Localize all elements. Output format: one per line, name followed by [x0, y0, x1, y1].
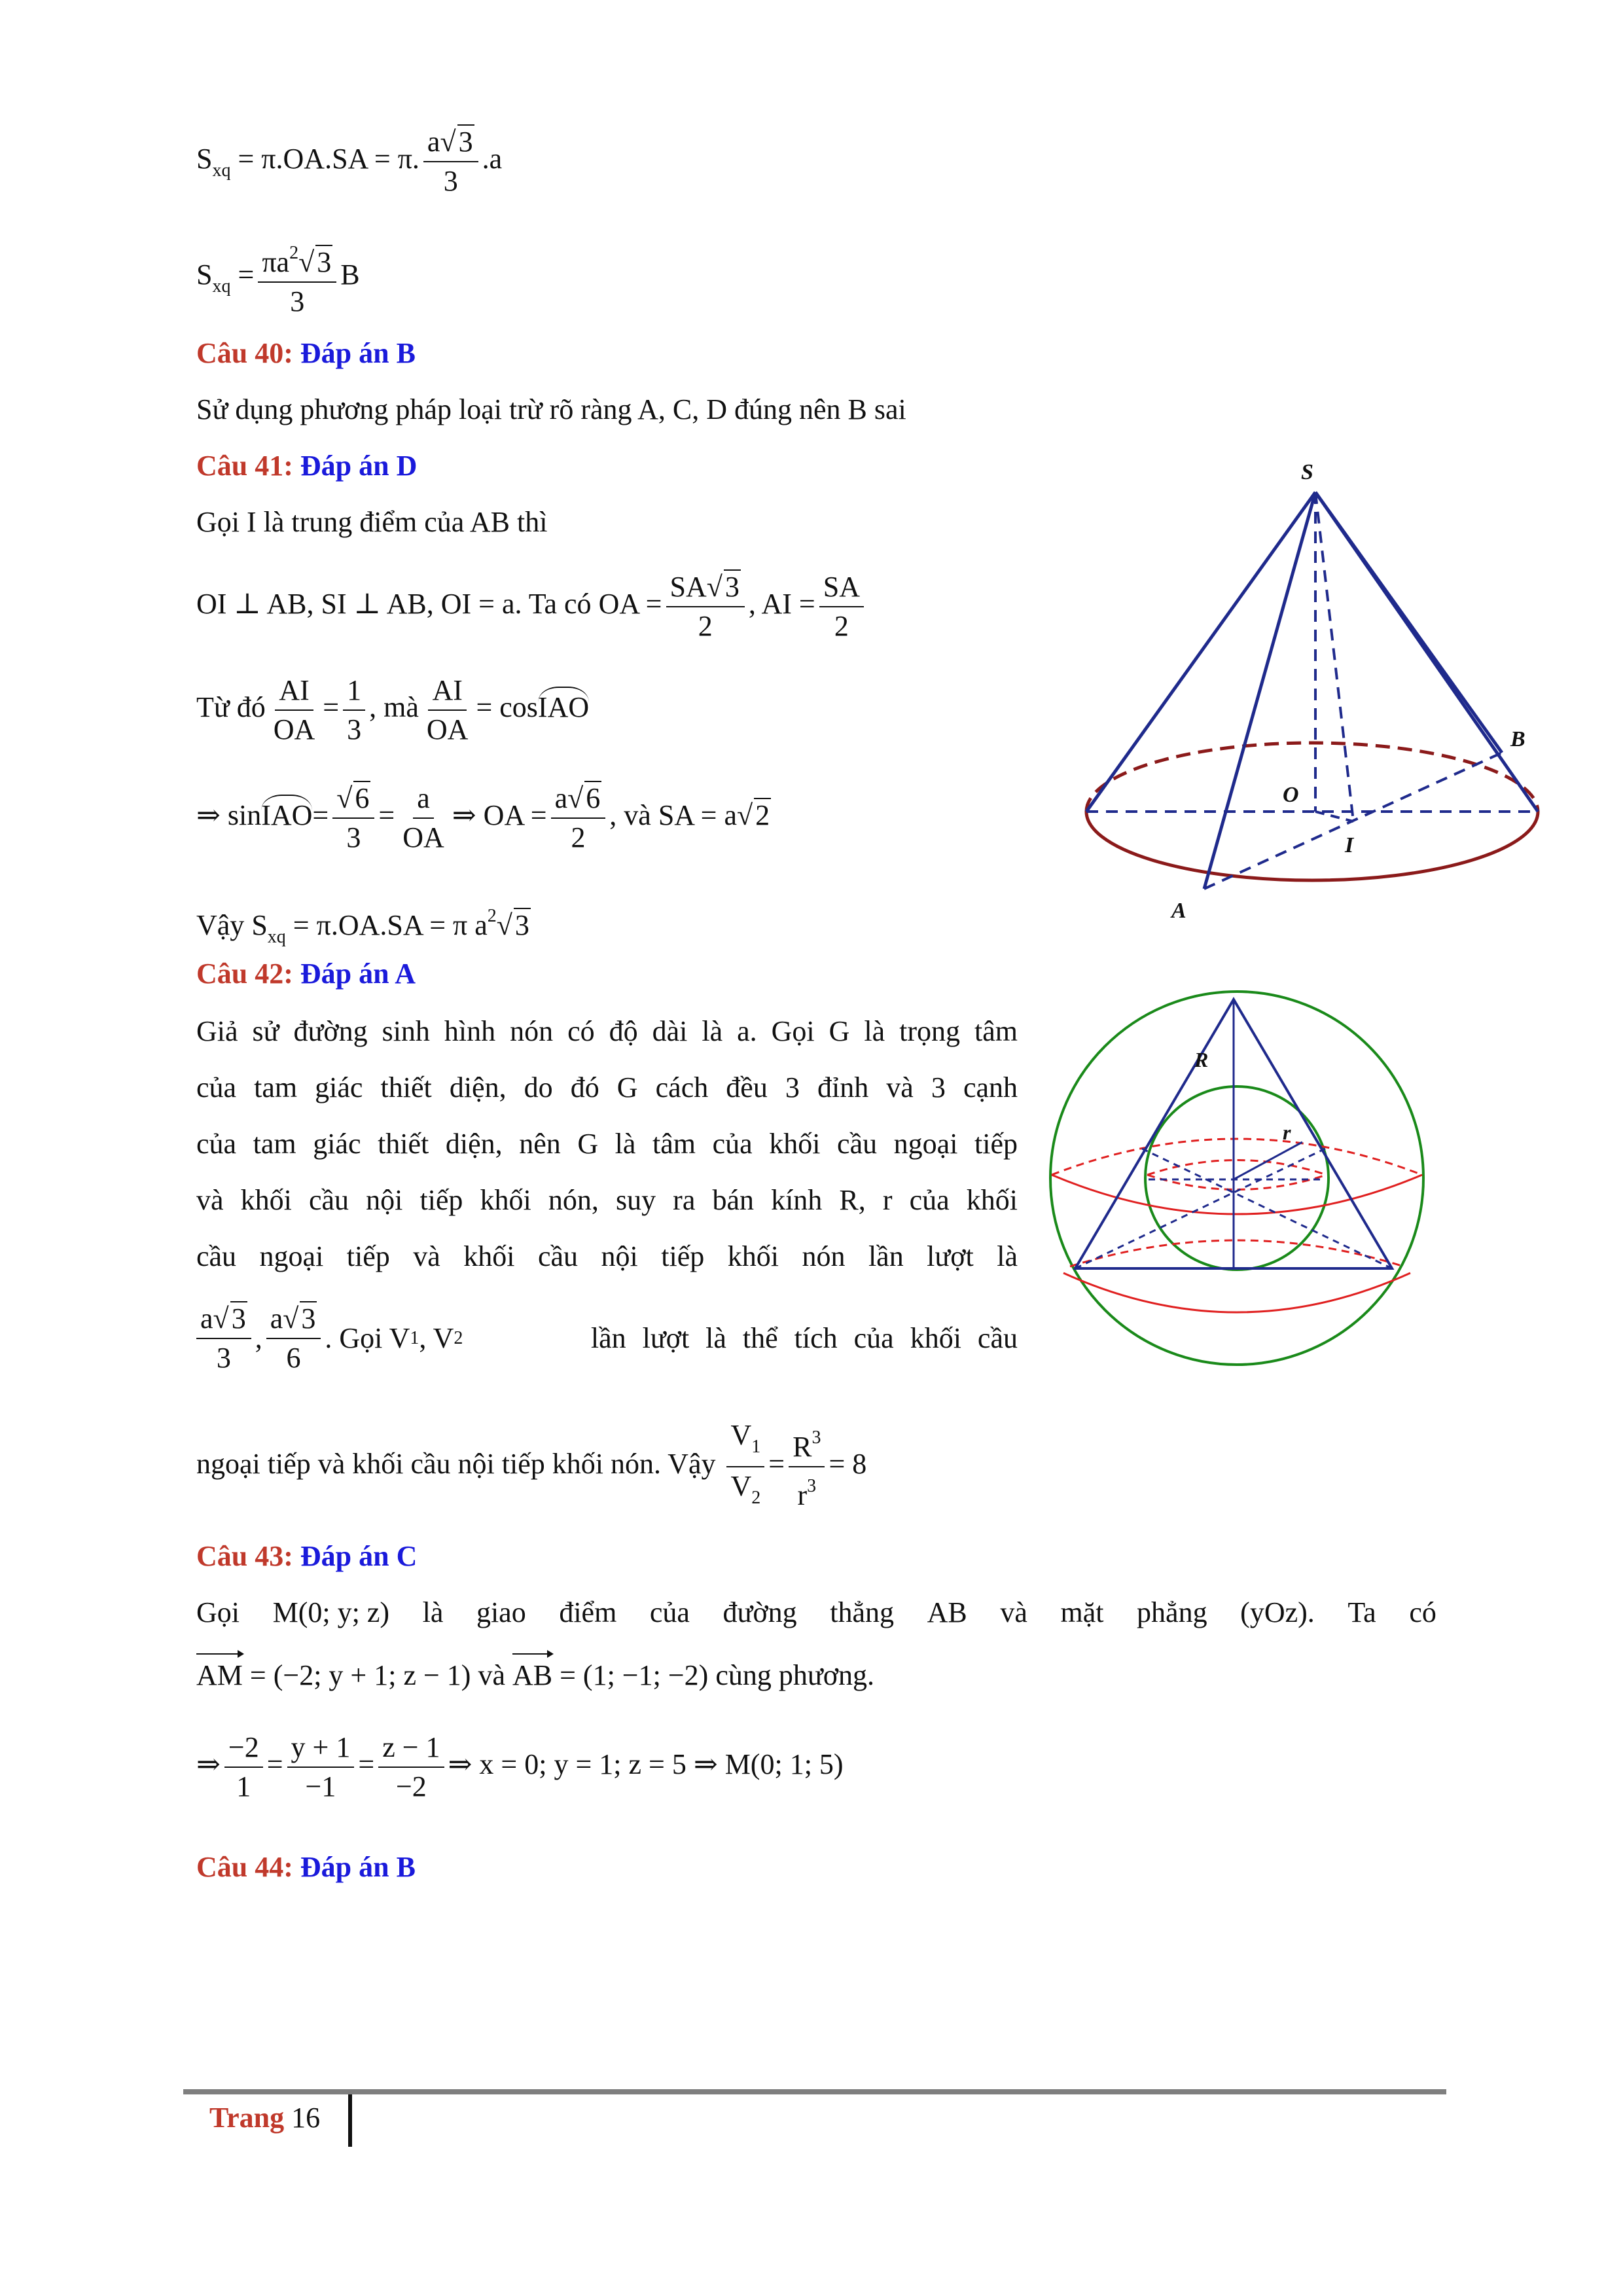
sqrt-radicand: 6 [355, 782, 370, 814]
label-S: S [1301, 460, 1313, 484]
math-text: = 8 [829, 1448, 867, 1480]
angle-text: IAO [538, 687, 589, 726]
label-R: R [1194, 1048, 1209, 1071]
radius-fractions [196, 1302, 463, 1374]
fraction [551, 782, 606, 854]
word: (yOz). [1240, 1596, 1315, 1628]
word: mặt [1060, 1596, 1104, 1628]
cone-figure [1073, 452, 1558, 923]
sqrt-radicand: 6 [586, 782, 601, 814]
subscript: 1 [751, 1437, 761, 1457]
subscript: 2 [751, 1488, 761, 1508]
fraction-denominator: OA [402, 821, 444, 853]
fraction-denominator: 6 [286, 1342, 301, 1374]
answer-label: Đáp án D [300, 450, 418, 482]
label-O: O [1283, 783, 1299, 807]
base-arc-front [1063, 1273, 1410, 1312]
inner-equator-back [1147, 1160, 1327, 1175]
exponent: 3 [812, 1427, 821, 1448]
math-text: ⇒ [196, 1748, 221, 1781]
math-text: = cos [476, 691, 538, 724]
q42-paragraph [196, 1003, 1018, 1285]
paragraph-line: của tam giác thiết diện, do đó G cách đều 3 đỉnh và 3 cạnh [196, 1071, 1018, 1103]
fraction-numerator: 1 [343, 674, 365, 711]
label-r: r [1283, 1121, 1291, 1144]
text: , mà [369, 691, 419, 724]
text: và [478, 1659, 505, 1691]
q43-line1 [196, 1594, 1436, 1631]
fraction-denominator: −1 [305, 1770, 336, 1803]
word: và [1000, 1596, 1027, 1628]
question-label: Câu 41: [196, 450, 293, 482]
label-I: I [1345, 833, 1354, 857]
fraction-denominator: OA [426, 713, 469, 745]
math-text: ⇒ x = 0; y = 1; z = 5 ⇒ M(0; 1; 5) [448, 1748, 844, 1781]
footer-divider [183, 2089, 1446, 2094]
word: của [649, 1596, 690, 1628]
sqrt-radicand: 3 [231, 1302, 246, 1335]
exponent: 2 [289, 243, 299, 263]
math-text: = [312, 799, 329, 832]
fraction-denominator: 3 [216, 1342, 231, 1374]
vector-AB: AB [512, 1651, 552, 1694]
sqrt-radicand: 3 [724, 571, 740, 603]
fraction-numerator: SA [819, 571, 864, 607]
math-text: OA = [598, 588, 662, 620]
fraction-numerator: a [554, 782, 568, 814]
sqrt-radicand: 3 [514, 909, 529, 941]
formula-text: .a [482, 143, 503, 175]
math-text: SA = a [658, 799, 737, 832]
segment-SB [1315, 492, 1502, 753]
fraction [423, 126, 478, 198]
math-text: = [358, 1748, 375, 1781]
paragraph-line: Giả sử đường sinh hình nón có độ dài là a. Gọi G là trọng tâm [196, 1015, 1018, 1047]
question-label: Câu 43: [196, 1540, 293, 1572]
page-number [209, 2100, 320, 2136]
formula-text: = π.OA.SA = π. [238, 143, 419, 175]
q41-line4 [196, 782, 771, 854]
question-heading-42 [196, 956, 416, 992]
fraction-numerator: R [793, 1431, 812, 1463]
paragraph-line: cầu ngoại tiếp và khối cầu nội tiếp khối nón lần lượt là [196, 1240, 1018, 1272]
fraction-denominator: OA [273, 713, 315, 745]
fraction-denominator: −2 [395, 1770, 427, 1803]
math-text: = (−2; y + 1; z − 1) [249, 1659, 471, 1691]
fraction-denominator: 3 [290, 285, 305, 317]
question-label: Câu 42: [196, 958, 293, 990]
fraction [332, 782, 374, 854]
word: M(0; y; z) [272, 1596, 389, 1628]
page-label: Trang [209, 2102, 285, 2134]
page-value: 16 [291, 2102, 321, 2134]
question-label: Câu 44: [196, 1851, 293, 1883]
word: phẳng [1137, 1596, 1207, 1628]
math-text: = [266, 1748, 283, 1781]
word: thẳng [830, 1596, 895, 1628]
fraction-denominator: 1 [236, 1770, 251, 1803]
answer-label: Đáp án A [300, 958, 416, 990]
fraction [343, 674, 365, 746]
segment-SI [1315, 492, 1353, 821]
fraction [423, 674, 473, 746]
q40-text: Sử dụng phương pháp loại trừ rõ ràng A, C, D đúng nên B sai [196, 393, 906, 425]
sphere-section-figure [1044, 985, 1430, 1371]
fraction-numerator: a [200, 1302, 213, 1335]
fraction-numerator: SA [669, 571, 707, 603]
fraction-numerator: πa [262, 246, 290, 278]
q41-line5 [196, 898, 531, 956]
formula-symbol: S [196, 259, 213, 291]
math-text: = [768, 1448, 785, 1480]
word: giao [476, 1596, 526, 1628]
fraction-numerator: −2 [224, 1731, 263, 1768]
fraction-denominator: 3 [443, 165, 458, 197]
word: điểm [559, 1596, 617, 1628]
text: . Ta có [514, 588, 592, 620]
fraction-numerator: a [270, 1302, 283, 1335]
text: Từ đó [196, 691, 266, 724]
vector-AM: AM [196, 1651, 243, 1694]
subscript: 2 [454, 1328, 463, 1348]
text: , V [419, 1322, 454, 1354]
formula-text: = [238, 259, 255, 291]
formula-subscript: xq [212, 276, 231, 297]
label-B: B [1510, 727, 1525, 751]
paragraph-line: của tam giác thiết diện, nên G là tâm của khối cầu ngoại tiếp [196, 1128, 1018, 1160]
median-left [1075, 1149, 1325, 1268]
footer-vertical-bar [348, 2094, 352, 2147]
sqrt-radicand: 3 [458, 126, 473, 158]
q43-line3 [196, 1731, 844, 1803]
fraction [666, 571, 745, 643]
segment-OI [1315, 812, 1353, 821]
q41-line2 [196, 571, 868, 643]
text: lần lượt là thể tích của khối cầu [590, 1322, 1018, 1354]
q43-line2 [196, 1651, 874, 1694]
fraction [196, 1302, 251, 1374]
fraction [270, 674, 319, 746]
text: , và [609, 799, 651, 832]
word: Gọi [196, 1596, 240, 1628]
fraction [258, 237, 336, 318]
angle-text: IAO [261, 795, 312, 834]
fraction-numerator: AI [428, 674, 466, 711]
word: là [422, 1596, 444, 1628]
word: AB [927, 1596, 967, 1628]
answer-label: Đáp án B [300, 1851, 416, 1883]
formula-text: B [340, 259, 360, 291]
math-text: OI ⊥ AB, SI ⊥ AB, OI = a [196, 588, 515, 620]
q41-line3 [196, 674, 589, 746]
fraction [266, 1302, 321, 1374]
fraction-numerator: a [413, 782, 434, 819]
fraction [789, 1422, 825, 1512]
answer-label: Đáp án C [300, 1540, 418, 1572]
fraction-numerator: z − 1 [378, 1731, 444, 1768]
sqrt-radicand: 2 [755, 799, 770, 832]
segment-SA [1204, 492, 1315, 889]
math-text: = [323, 691, 340, 724]
answer-label: Đáp án B [300, 337, 416, 369]
fraction-denominator: r [797, 1479, 808, 1511]
paragraph-line: và khối cầu nội tiếp khối nón, suy ra bán kính R, r của khối [196, 1184, 1018, 1216]
math-text: , AI = [748, 588, 815, 620]
fraction-denominator: 2 [834, 610, 849, 642]
formula-subscript: xq [212, 160, 231, 181]
subscript: 1 [410, 1328, 419, 1348]
fraction [819, 571, 864, 643]
exponent: 2 [487, 906, 497, 926]
sqrt-radicand: 3 [301, 1302, 316, 1335]
text: ngoại tiếp và khối cầu nội tiếp khối nón. Vậy [196, 1448, 716, 1480]
fraction-denominator: 3 [347, 713, 362, 745]
fraction [378, 1731, 444, 1803]
base-ellipse-front [1086, 812, 1538, 880]
base-arc-back [1070, 1240, 1404, 1266]
question-heading-41 [196, 448, 417, 484]
outer-equator-back [1052, 1139, 1422, 1175]
question-heading-44 [196, 1849, 416, 1886]
math-text: ⇒ sin [196, 799, 262, 832]
formula-sxq-1 [196, 126, 502, 198]
text: cùng phương. [715, 1659, 874, 1691]
q41-line1: Gọi I là trung điểm của AB thì [196, 506, 548, 538]
math-text: ⇒ OA = [452, 799, 547, 832]
text: , [255, 1322, 262, 1354]
base-ellipse-back [1086, 743, 1538, 812]
question-heading-43 [196, 1538, 417, 1575]
fraction-numerator: y + 1 [287, 1731, 355, 1768]
question-label: Câu 40: [196, 337, 293, 369]
fraction-numerator: AI [275, 674, 313, 711]
formula-symbol: S [196, 143, 213, 175]
fraction [726, 1419, 764, 1515]
q42-line7 [196, 1419, 866, 1515]
text: . Gọi V [325, 1322, 410, 1354]
formula-sxq-2 [196, 237, 360, 318]
fraction-denominator: 3 [346, 821, 361, 853]
word: Ta [1347, 1596, 1376, 1628]
fraction [399, 782, 448, 854]
fraction-numerator: a [427, 126, 440, 158]
formula-subscript: xq [267, 927, 286, 947]
fraction-numerator: V [730, 1419, 752, 1451]
sqrt-radicand: 3 [317, 246, 332, 278]
cone-edge-left [1086, 492, 1315, 812]
text: Vậy [196, 909, 245, 941]
math-text: = π.OA.SA = π a [293, 909, 488, 941]
word: đường [722, 1596, 797, 1628]
formula-symbol: S [251, 909, 268, 941]
math-text: = (1; −1; −2) [560, 1659, 709, 1691]
outer-equator-front [1052, 1175, 1422, 1214]
word: có [1409, 1596, 1436, 1628]
fraction-denominator: 2 [571, 821, 586, 853]
fraction [287, 1731, 355, 1803]
question-heading-40 [196, 335, 416, 372]
fraction-denominator: 2 [698, 610, 713, 642]
math-text: = [378, 799, 395, 832]
label-A: A [1171, 899, 1186, 923]
exponent: 3 [807, 1476, 817, 1496]
fraction [224, 1731, 263, 1803]
fraction-denominator: V [730, 1470, 752, 1502]
q42-line6 [196, 1302, 1018, 1374]
